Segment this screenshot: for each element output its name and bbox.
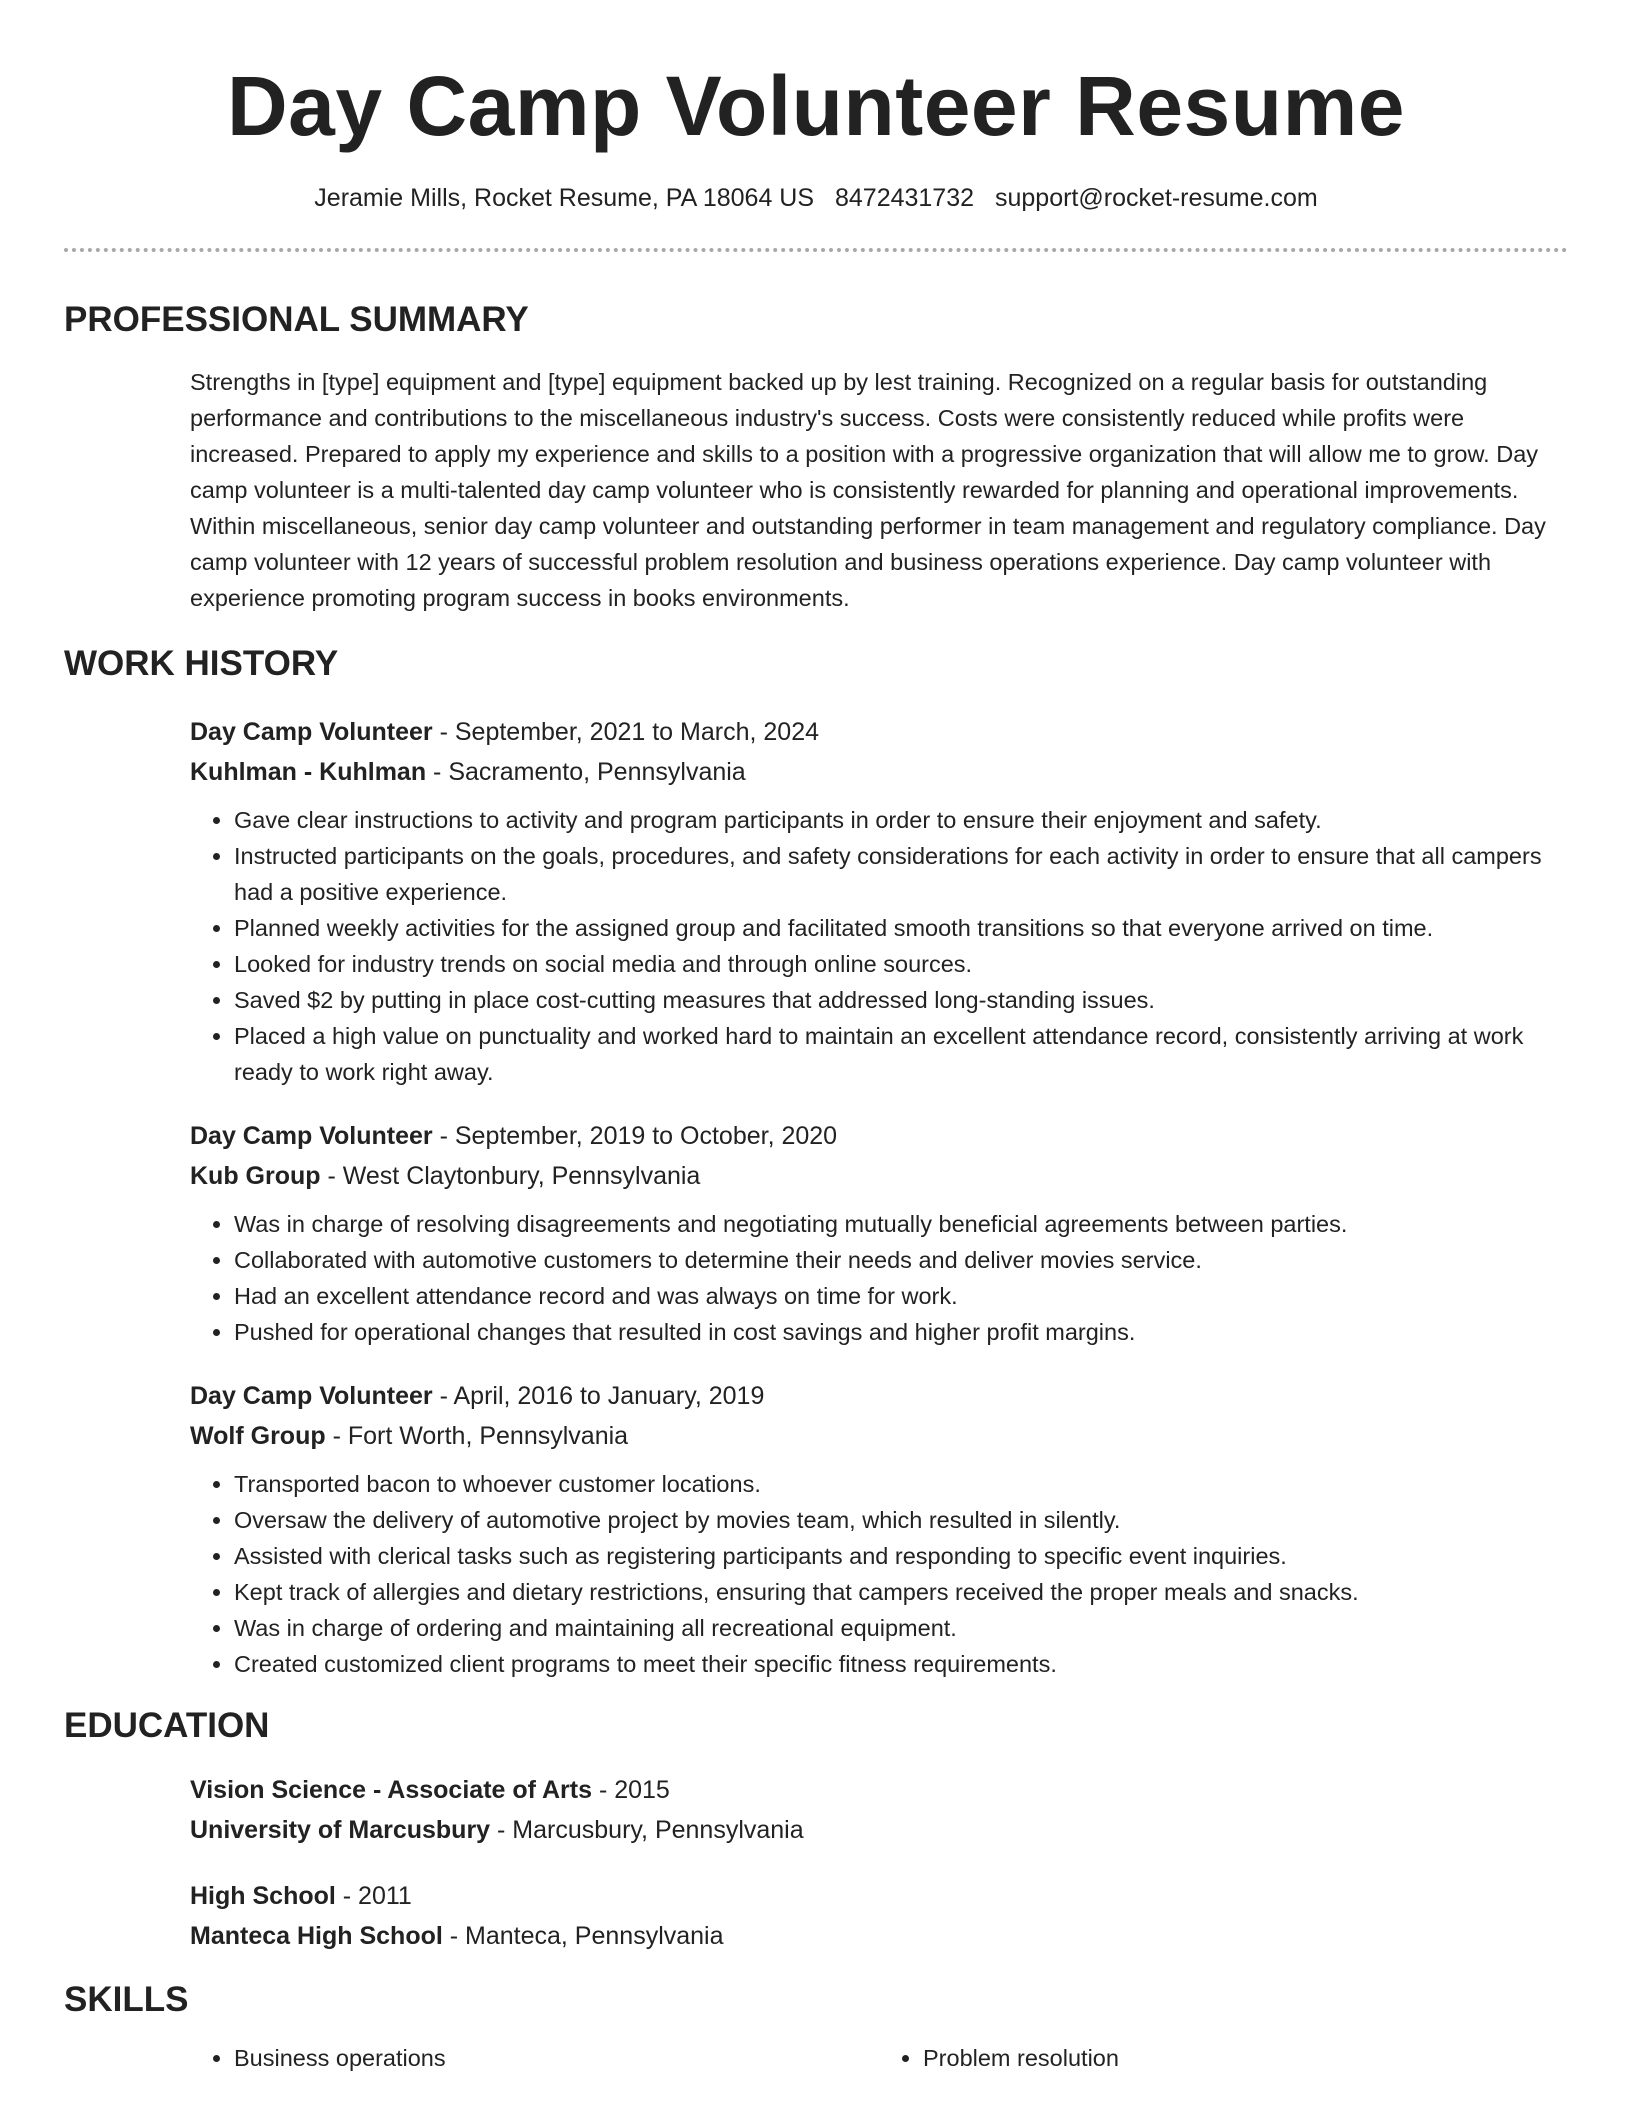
degree: High School <box>190 1882 336 1910</box>
job-entry <box>190 1116 1568 1350</box>
list-item: • Assisted with clerical tasks such as registering participants and responding to specific event inquiries. <box>234 1538 1568 1574</box>
school: University of Marcusbury <box>190 1816 491 1844</box>
section-heading-work: WORK HISTORY <box>64 644 339 683</box>
contact-address: Jeramie Mills, Rocket Resume, PA 18064 US <box>314 184 815 212</box>
education-list <box>190 1770 1568 1956</box>
list-item: • Was in charge of ordering and maintaining all recreational equipment. <box>234 1610 1568 1646</box>
list-item: • Placed a high value on punctuality and worked hard to maintain an excellent attendance record, consistently arriving at work ready to work right away. <box>234 1018 1568 1090</box>
job-entry <box>190 712 1568 1090</box>
job-company: Wolf Group <box>190 1422 326 1450</box>
job-company-line <box>190 1156 1568 1196</box>
job-location: - Sacramento, Pennsylvania <box>426 758 746 786</box>
list-item: • Oversaw the delivery of automotive project by movies team, which resulted in silently. <box>234 1502 1568 1538</box>
skill-item: • Business operations <box>234 2040 879 2076</box>
school-location: - Marcusbury, Pennsylvania <box>490 1816 804 1844</box>
skills-grid <box>190 2040 1568 2076</box>
list-item: • Collaborated with automotive customers to determine their needs and deliver movies service. <box>234 1242 1568 1278</box>
list-item: • Looked for industry trends on social media and through online sources. <box>234 946 1568 982</box>
job-dates: - April, 2016 to January, 2019 <box>432 1382 765 1410</box>
section-heading-education: EDUCATION <box>64 1706 270 1745</box>
list-item: • Planned weekly activities for the assigned group and facilitated smooth transitions so that everyone arrived on time. <box>234 910 1568 946</box>
job-bullets <box>190 1466 1568 1682</box>
list-item: • Gave clear instructions to activity and program participants in order to ensure their enjoyment and safety. <box>234 802 1568 838</box>
job-title: Day Camp Volunteer <box>190 718 433 746</box>
contact-phone: 8472431732 <box>834 184 975 212</box>
section-heading-skills: SKILLS <box>64 1980 189 2019</box>
list-item: • Pushed for operational changes that resulted in cost savings and higher profit margins. <box>234 1314 1568 1350</box>
degree-year: - 2015 <box>592 1776 670 1804</box>
list-item: • Instructed participants on the goals, procedures, and safety considerations for each activity in order to ensure that all campers had a positive experience. <box>234 838 1568 910</box>
work-history-list <box>190 712 1568 1682</box>
degree-line <box>190 1876 1568 1916</box>
job-company: Kub Group <box>190 1162 321 1190</box>
job-entry <box>190 1376 1568 1682</box>
job-title-line <box>190 712 1568 752</box>
job-title-line <box>190 1376 1568 1416</box>
header-divider <box>64 248 1568 252</box>
list-item: • Transported bacon to whoever customer locations. <box>234 1466 1568 1502</box>
skills-list <box>190 2040 879 2076</box>
school-line <box>190 1810 1568 1850</box>
resume-page <box>64 0 1568 2076</box>
job-company: Kuhlman - Kuhlman <box>190 758 427 786</box>
list-item: • Had an excellent attendance record and was always on time for work. <box>234 1278 1568 1314</box>
job-title-line <box>190 1116 1568 1156</box>
list-item: • Created customized client programs to meet their specific fitness requirements. <box>234 1646 1568 1682</box>
skill-item: • Problem resolution <box>923 2040 1568 2076</box>
job-bullets <box>190 802 1568 1090</box>
list-item: • Was in charge of resolving disagreements and negotiating mutually beneficial agreements between parties. <box>234 1206 1568 1242</box>
job-dates: - September, 2021 to March, 2024 <box>432 718 819 746</box>
list-item: • Saved $2 by putting in place cost-cutting measures that addressed long-standing issues. <box>234 982 1568 1018</box>
contact-line <box>64 182 1568 214</box>
job-title: Day Camp Volunteer <box>190 1122 433 1150</box>
job-company-line <box>190 1416 1568 1456</box>
list-item: • Kept track of allergies and dietary restrictions, ensuring that campers received the proper meals and snacks. <box>234 1574 1568 1610</box>
skills-column-left <box>190 2040 879 2076</box>
job-location: - Fort Worth, Pennsylvania <box>325 1422 629 1450</box>
degree-year: - 2011 <box>335 1882 412 1910</box>
school-location: - Manteca, Pennsylvania <box>442 1922 724 1950</box>
education-entry <box>190 1876 1568 1956</box>
school: Manteca High School <box>190 1922 443 1950</box>
resume-title: Day Camp Volunteer Resume <box>227 59 1405 153</box>
job-location: - West Claytonbury, Pennsylvania <box>320 1162 701 1190</box>
job-company-line <box>190 752 1568 792</box>
contact-email: support@rocket-resume.com <box>994 184 1318 212</box>
skills-column-right <box>879 2040 1568 2076</box>
job-dates: - September, 2019 to October, 2020 <box>432 1122 838 1150</box>
section-heading-summary: PROFESSIONAL SUMMARY <box>64 300 529 339</box>
skills-list <box>879 2040 1568 2076</box>
degree-line <box>190 1770 1568 1810</box>
job-title: Day Camp Volunteer <box>190 1382 433 1410</box>
summary-text: Strengths in [type] equipment and [type] equipment backed up by lest training. Recognized on a regular basis for outstanding performance and contributions to the miscellaneous industry's success. Costs were consistently reduced while profits were increased. Prepared to apply my experience and skills to a position with a progressive organization that will allow me to grow. Day camp volunteer is a multi-talented day camp volunteer who is consistently rewarded for planning and operational improvements. Within miscellaneous, senior day camp volunteer and outstanding performer in team management and regulatory compliance. Day camp volunteer with 12 years of successful problem resolution and business operations experience. Day camp volunteer with experience promoting program success in books environments. <box>190 369 1546 611</box>
school-line <box>190 1916 1568 1956</box>
job-bullets <box>190 1206 1568 1350</box>
education-entry <box>190 1770 1568 1850</box>
degree: Vision Science - Associate of Arts <box>190 1776 592 1804</box>
